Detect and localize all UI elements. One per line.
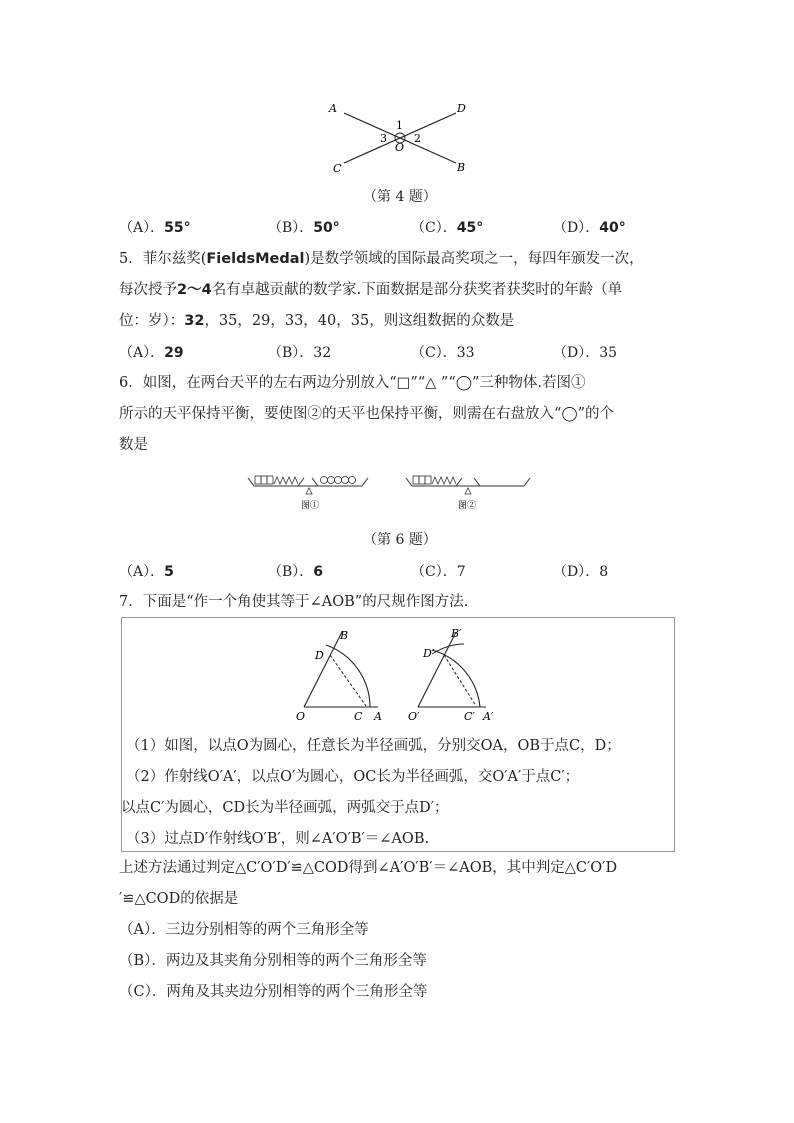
text-bold: 32: [184, 313, 205, 329]
label-O: O: [395, 141, 405, 154]
q7-after1: 上述方法通过判定△C′O′D′≌△COD得到∠A′O′B′＝∠AOB，其中判定△C′O′D: [119, 860, 618, 876]
fulcrum: [465, 488, 471, 494]
triangle-objects: [432, 477, 456, 484]
q7-choice-a[interactable]: （A）．三边分别相等的两个三角形全等: [119, 922, 369, 938]
segment-cd: [330, 655, 366, 706]
label-C: C: [333, 162, 342, 175]
label-A: A: [329, 102, 337, 115]
q5-line1: [119, 249, 644, 269]
text-bold: FieldsMedal: [206, 251, 305, 267]
q6-line2: 所示的天平保持平衡，要使图②的天平也保持平衡，则需在右盘放入“◯”的个: [119, 406, 615, 422]
circle-object: [349, 477, 356, 484]
ray-o-b-prime: [418, 632, 456, 707]
label-D: D: [315, 649, 324, 662]
q7-step2b: 以点C′为圆心，CD长为半径画弧，两弧交于点D′；: [121, 800, 449, 816]
q6-option-a[interactable]: [119, 561, 174, 581]
circle-object: [328, 477, 335, 484]
label-2: 2: [414, 132, 421, 145]
square-object: [255, 476, 261, 484]
circle-object: [342, 477, 349, 484]
q4-option-a[interactable]: [119, 217, 191, 237]
q7-figure-right: [404, 624, 514, 724]
label-3: 3: [380, 132, 387, 145]
q6-caption: （第 6 题）: [363, 532, 437, 548]
label-B: B: [457, 161, 466, 174]
arc-c-prime: [432, 650, 480, 707]
q6-line1: 6．如图，在两台天平的左右两边分别放入“□”“△ ”“◯”三种物体.若图①: [119, 375, 586, 391]
label-D: D: [457, 102, 466, 115]
label-D-prime: D′: [423, 647, 435, 660]
q7-step2: （2）作射线O′A′，以点O′为圆心，OC长为半径画弧，交O′A′于点C′；: [126, 769, 580, 785]
label-A-prime: A′: [483, 710, 494, 723]
arc-cd: [326, 645, 370, 707]
option-label: （B）．: [268, 220, 314, 236]
label-C-prime: C′: [464, 710, 475, 723]
label-A: A: [374, 710, 382, 723]
right-pan: [474, 478, 530, 486]
text-bold: 2～4: [177, 282, 212, 298]
square-object: [425, 476, 431, 484]
text: )是数学领域的国际最高奖项之一，每四年颁发一次，: [304, 251, 644, 267]
option-value: 6: [313, 564, 324, 580]
circle-object: [321, 477, 328, 484]
option-value: 45°: [456, 220, 484, 236]
option-value: 50°: [313, 220, 340, 236]
q4-option-d[interactable]: [553, 217, 626, 237]
label-B: B: [340, 629, 349, 642]
label-1: 1: [396, 119, 403, 132]
option-label: （D）．8: [553, 564, 609, 580]
fulcrum: [306, 488, 312, 494]
option-label: （A）．: [119, 345, 165, 361]
option-label: （D）．: [553, 220, 600, 236]
square-object: [267, 476, 273, 484]
q7-step1: （1）如图，以点O为圆心，任意长为半径画弧，分别交OA，OB于点C，D；: [126, 738, 621, 754]
ray-ob: [304, 632, 342, 707]
text: 位：岁）：: [119, 313, 185, 329]
label-O: O: [296, 710, 306, 723]
figure-1-label: 图①: [301, 501, 320, 511]
label-C: C: [354, 710, 363, 723]
option-label: （A）．: [119, 220, 165, 236]
text: 每次授予: [119, 282, 177, 298]
square-object: [419, 476, 425, 484]
option-label: （A）．: [119, 564, 165, 580]
option-value: 40°: [599, 220, 626, 236]
q7-after2: ′≌△COD的依据是: [119, 891, 239, 907]
q7-choice-b[interactable]: （B）．两边及其夹角分别相等的两个三角形全等: [119, 953, 427, 969]
option-label: （B）．: [268, 564, 314, 580]
square-object: [413, 476, 419, 484]
circle-object: [335, 477, 342, 484]
q5-option-a[interactable]: [119, 342, 184, 362]
q5-line2: [119, 280, 622, 300]
text: 5．菲尔兹奖(: [119, 251, 207, 267]
q5-option-d[interactable]: [553, 342, 617, 362]
q6-option-d[interactable]: [553, 561, 608, 581]
q4-caption: （第 4 题）: [363, 189, 437, 205]
q7-step3: （3）过点D′作射线O′B′，则∠A′O′B′＝∠AOB.: [126, 831, 430, 847]
q6-line3: 数是: [119, 437, 148, 453]
q4-option-c[interactable]: [411, 217, 483, 237]
q7-intro: 7．下面是“作一个角使其等于∠AOB”的尺规作图方法.: [119, 594, 469, 610]
q7-choice-c[interactable]: （C）．两角及其夹边分别相等的两个三角形全等: [119, 984, 428, 1000]
q6-option-b[interactable]: [268, 561, 323, 581]
option-label: （D）．35: [553, 345, 618, 361]
balance-figure-2: [404, 468, 534, 512]
label-B-prime: B′: [451, 627, 462, 640]
triangle-objects: [274, 477, 298, 484]
text: ，35，29，33，40，35，则这组数据的众数是: [204, 313, 515, 329]
q5-option-c[interactable]: [411, 342, 475, 362]
option-label: （C）．33: [411, 345, 475, 361]
q5-option-b[interactable]: [268, 342, 331, 362]
q4-figure: [320, 95, 480, 177]
option-value: 55°: [164, 220, 191, 236]
option-label: （B）．32: [268, 345, 332, 361]
option-label: （C）．7: [411, 564, 466, 580]
figure-2-label: 图②: [458, 501, 477, 511]
label-O-prime: O′: [408, 710, 420, 723]
q7-figure-left: [290, 624, 390, 724]
balance-figure-1: [246, 468, 372, 512]
option-value: 5: [164, 564, 174, 580]
q6-option-c[interactable]: [411, 561, 466, 581]
square-object: [261, 476, 267, 484]
option-label: （C）．: [411, 220, 457, 236]
text: 名有卓越贡献的数学家.下面数据是部分获奖者获奖时的年龄（单: [211, 282, 623, 298]
q4-option-b[interactable]: [268, 217, 340, 237]
q5-line3: [119, 311, 514, 331]
option-value: 29: [164, 345, 184, 361]
